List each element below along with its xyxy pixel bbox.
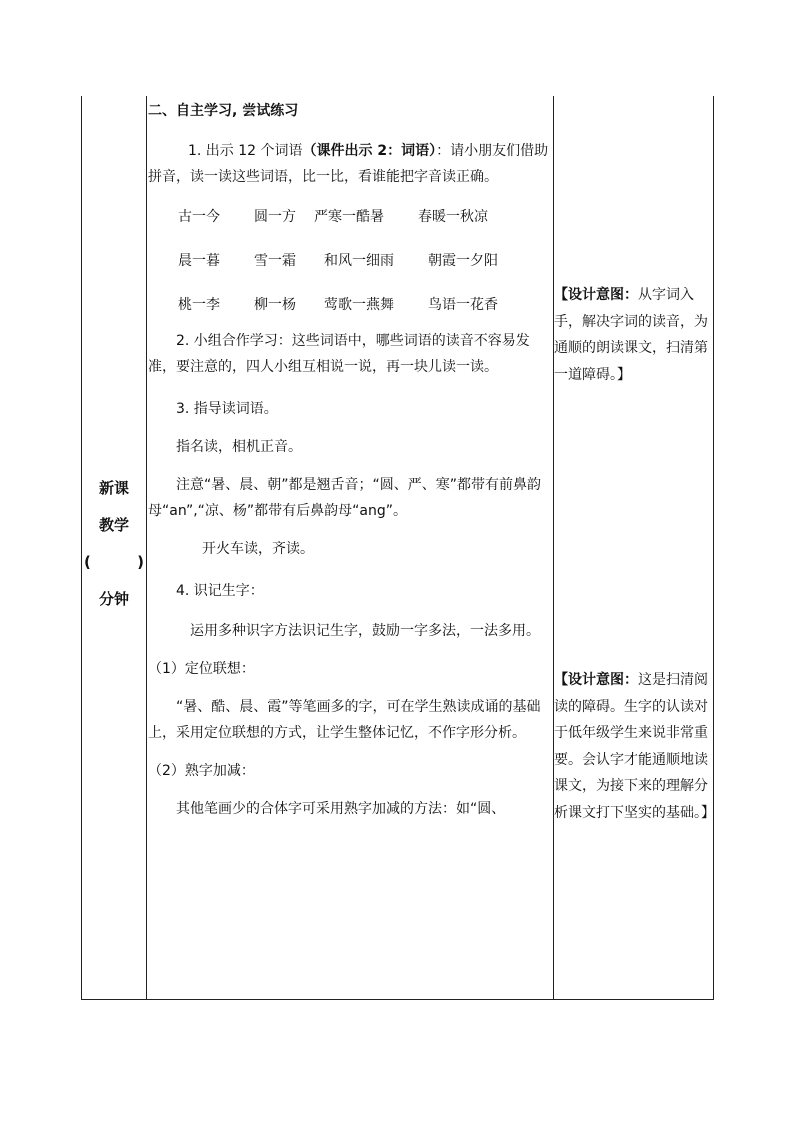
item4-paragraph: 4. 识记生字： (176, 583, 264, 599)
word-item: 晨一暮 (178, 253, 220, 269)
item1-paragraph (148, 138, 552, 190)
paren-open: ( (84, 553, 91, 571)
word-item: 春暖一秋凉 (418, 209, 488, 225)
word-item: 圆一方 (254, 209, 296, 225)
content-heading: 二、自主学习, 尝试练习 (148, 103, 299, 119)
word-item: 柳一杨 (254, 297, 296, 313)
paren-close: ) (137, 553, 144, 571)
note1-label: 【设计意图： (554, 287, 638, 303)
duration-parentheses (82, 544, 146, 581)
word-item: 桃一李 (178, 297, 220, 313)
table-divider-2 (553, 96, 554, 1000)
section-label-line1: 新课 (98, 479, 129, 497)
word-item: 朝霞一夕阳 (428, 253, 498, 269)
item1-bold: （课件出示 2：词语） (302, 143, 437, 159)
note2-label: 【设计意图： (554, 672, 638, 688)
note1-text: 从字词入手，解决字词的读音，为通顺的朗读课文，扫清第一道障碍。】 (554, 287, 708, 383)
word-item: 和风一细雨 (324, 253, 394, 269)
note2-text: 这是扫清阅读的障碍。生字的认读对于低年级学生来说非常重要。会认字才能通顺地读课文，为接下来的理解分析课文打下坚实的基础。】 (554, 672, 715, 821)
sub1-text: “暑、酷、晨、霞”等笔画多的字，可在学生熟读成诵的基础上，采用定位联想的方式，让学生整体记忆，不作字形分析。 (148, 699, 541, 741)
table-divider-1 (146, 96, 147, 1000)
section-label-cell (82, 470, 146, 618)
item3-c: 开火车读，齐读。 (202, 541, 314, 557)
word-item: 古一今 (178, 209, 220, 225)
item4-a: 运用多种识字方法识记生字，鼓励一字多法，一法多用。 (190, 623, 540, 639)
table-border-right (713, 96, 714, 1000)
teaching-content-cell (148, 96, 552, 822)
word-item: 雪一霜 (254, 253, 296, 269)
item3-a: 指名读，相机正音。 (176, 439, 302, 455)
sub1-title: （1）定位联想： (148, 661, 255, 677)
table-border-bottom (81, 999, 714, 1000)
word-item: 莺歌一燕舞 (324, 297, 394, 313)
item3-paragraph: 3. 指导读词语。 (176, 401, 278, 417)
sub2-title: （2）熟字加减： (148, 763, 255, 779)
item3-b: 注意“暑、晨、朝”都是翘舌音；“圆、严、寒”都带有前鼻韵母“an”,“凉、杨”都带有后鼻韵母“ang”。 (148, 477, 542, 519)
word-row-1 (148, 204, 552, 230)
word-item: 严寒一酷暑 (314, 209, 384, 225)
design-note-2 (554, 667, 714, 826)
item1-rest: ：请小朋友们借助拼音，读一读这些词语，比一比，看谁能把字音读正确。 (148, 143, 549, 185)
word-row-2 (148, 248, 552, 274)
section-label-minutes: 分钟 (98, 590, 129, 608)
section-label-line2: 教学 (98, 516, 129, 534)
item2-paragraph: 2. 小组合作学习：这些词语中，哪些词语的读音不容易发准，要注意的，四人小组互相说一说，再一块儿读一读。 (148, 333, 530, 375)
word-row-3 (148, 292, 552, 318)
word-item: 鸟语一花香 (428, 297, 498, 313)
sub2-text: 其他笔画少的合体字可采用熟字加减的方法：如“圆、 (176, 801, 506, 817)
item1-prefix: 1. 出示 12 个词语 (188, 143, 303, 159)
design-note-1 (554, 282, 714, 388)
